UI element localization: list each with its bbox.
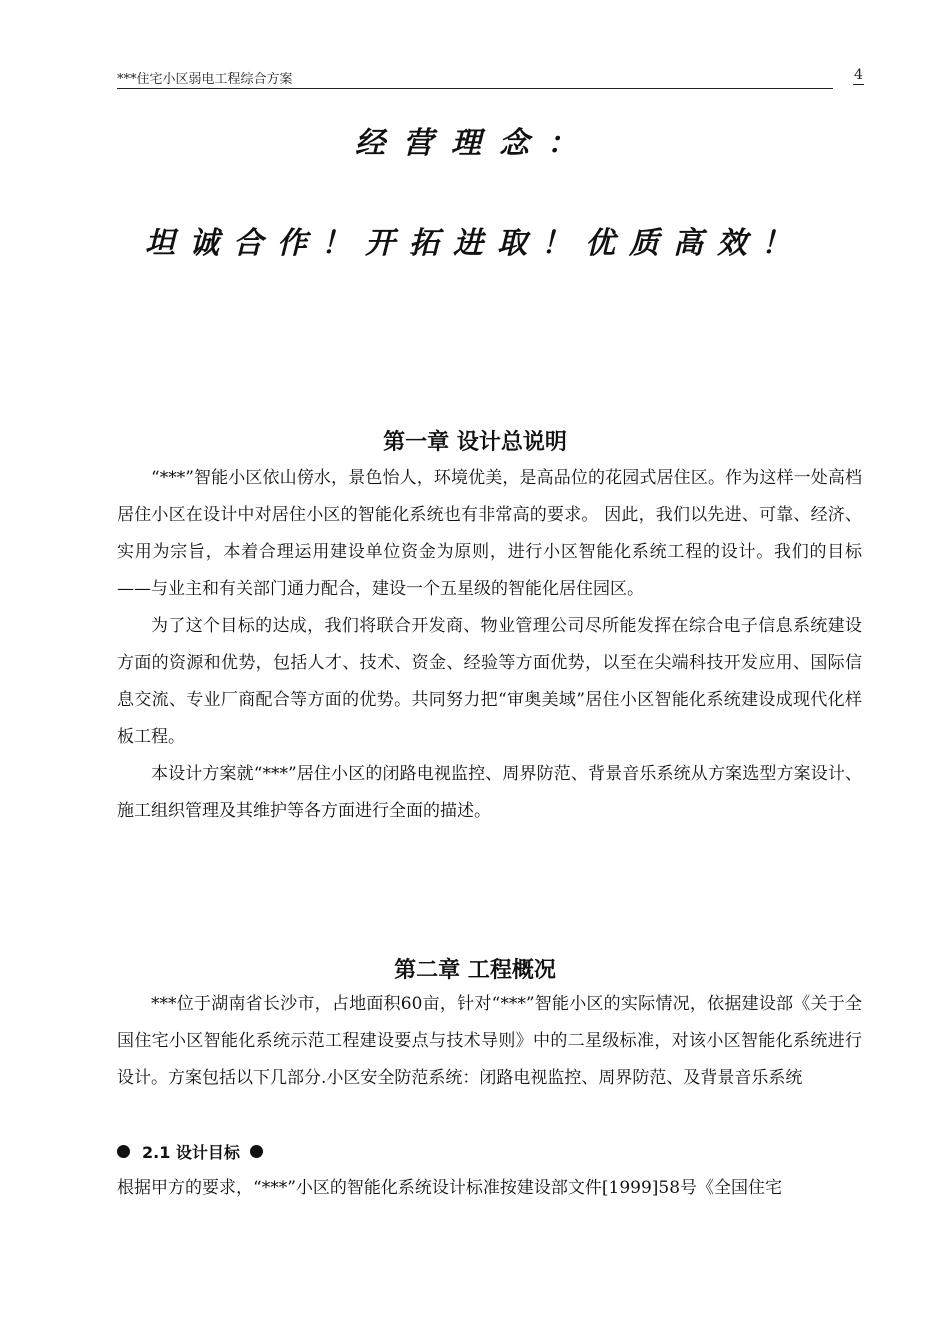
page-number: 4 [854, 67, 863, 83]
section-2-1-heading [117, 1140, 263, 1163]
motto-title: 经营理念： [355, 126, 595, 161]
section-2-1-label: 2.1 设计目标 [142, 1143, 240, 1162]
chapter-1-paragraph-3: 本设计方案就“***”居住小区的闭路电视监控、周界防范、背景音乐系统从方案选型方案设计、施工组织管理及其维护等各方面进行全面的描述。 [117, 764, 862, 821]
chapter-2-paragraph-1: ***位于湖南省长沙市，占地面积60亩，针对“***”智能小区的实际情况，依据建设部《关于全国住宅小区智能化系统示范工程建设要点与技术导则》中的二星级标准，对该小区智能化系统进行设计。方案包括以下几部分.小区安全防范系统：闭路电视监控、周界防范、及背景音乐系统 [117, 994, 862, 1088]
section-2-1-paragraph: 根据甲方的要求，“***”小区的智能化系统设计标准按建设部文件[1999]58号《全国住宅 [117, 1178, 783, 1198]
document-title: ***住宅小区弱电工程综合方案 [117, 72, 293, 87]
chapter-2-heading: 第二章 工程概况 [394, 958, 556, 983]
chapter-1-paragraph-1: “***”智能小区依山傍水，景色怡人，环境优美，是高品位的花园式居住区。作为这样一处高档居住小区在设计中对居住小区的智能化系统也有非常高的要求。 因此，我们以先进、可靠、经济、实用为宗旨，本着合理运用建设单位资金为原则，进行小区智能化系统工程的设计。我们的目标——与业主和有关部门通力配合，建设一个五星级的智能化居住园区。 [117, 468, 862, 599]
bullet-icon [250, 1145, 263, 1158]
page-header [117, 64, 833, 89]
bullet-icon [117, 1145, 130, 1158]
chapter-1-heading: 第一章 设计总说明 [383, 430, 567, 455]
motto-slogan: 坦诚合作！开拓进取！优质高效！ [145, 226, 805, 261]
chapter-1-paragraph-2: 为了这个目标的达成，我们将联合开发商、物业管理公司尽所能发挥在综合电子信息系统建设方面的资源和优势，包括人才、技术、资金、经验等方面优势，以至在尖端科技开发应用、国际信息交流、专业厂商配合等方面的优势。共同努力把“审奥美域”居住小区智能化系统建设成现代化样板工程。 [117, 616, 862, 747]
